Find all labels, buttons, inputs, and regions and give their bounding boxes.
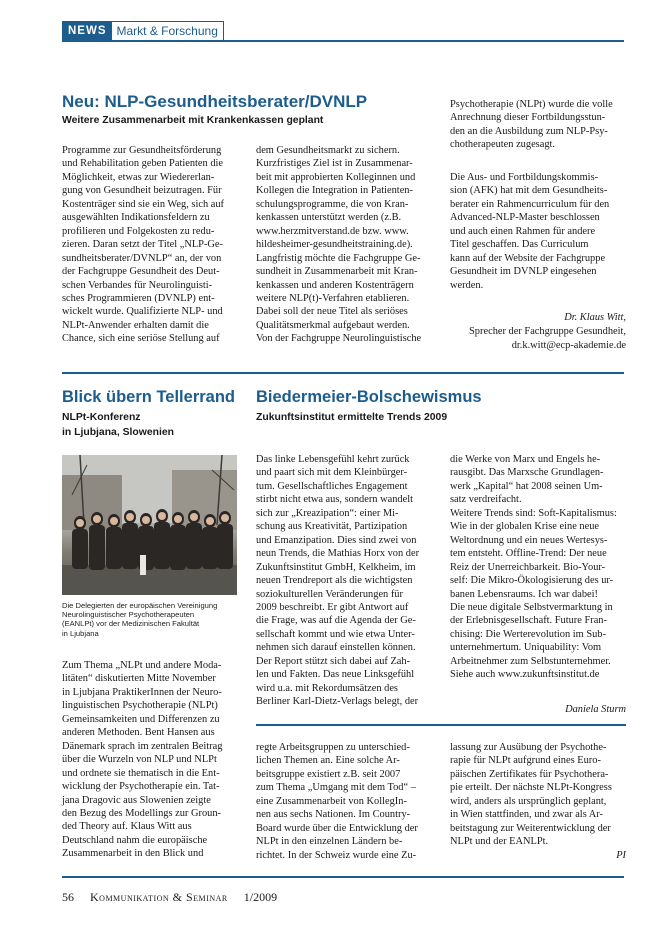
article3-signature: Daniela Sturm	[565, 704, 626, 715]
article3-col2: die Werke von Marx und Engels he- rausgibt. Das Marxsche Grundlagen- werk „Kapital“ hat 2008 seinen Um- satz verdreifacht. Weitere Trends sind: Soft-Kapitalismus: Wie in der globalen Krise eine neue Weltordnung und ein neues Wertesys- tem entsteht. Offline-Trend: Der neue Reiz der Unerreichbarkeit. Bio-Your- self: Die Mikro-Ökologisierung des ur- banen Lebensraums. Ich war dabei! Die neue digitale Selbstvermarktung in der Erlebnisgesellschaft. Future Fran- chising: Die Werterevolution im Sub- unternehmertum. Uniquability: Vom Arbeitnehmer zum Selbstunternehmer. Siehe auch www.zukunftsinstitut.de	[450, 454, 617, 681]
section-name: Markt & Forschung	[116, 24, 218, 38]
signature-email: dr.k.witt@ecp-akademie.de	[511, 340, 626, 351]
article1-col1: Programme zur Gesundheitsförderung und Rehabilitation geben Patienten die Möglichkeit, etwas zur Wiedererlan- gung von Gesundheit beizutragen. Für Kostenträger sind sie ein Weg, sich auf ausgewählten Indikationsfeldern zu profilieren und Folgekosten zu redu- zieren. Daran setzt der Titel „NLP-Ge- sundheitsberater/DVNLP“ an, der von der Fachgruppe Gesundheit des Deut- schen Verbandes für Neurolinguisti- sches Programmieren (DVNLP) ent- wickelt wurde. Qualifizierte NLP- und NLPt-Anwender erhalten damit die Chance, sich eine seriöse Stellung auf	[62, 145, 225, 345]
article2-col2: regte Arbeitsgruppen zu unterschied- lichen Themen an. Eine solche Ar- beitsgruppe existiert z.B. seit 2007 zum Thema „Umgang mit dem Tod“ – eine Zusammenarbeit von KollegIn- nen aus sechs Nationen. Im Country- Board wurde über die Entwicklung der NLPt in den einzelnen Ländern be- richtet. In der Schweiz wurde eine Zu-	[256, 742, 418, 861]
article1-col3b: Die Aus- und Fortbildungskommis- sion (AFK) hat mit dem Gesundheits- berater ein Rahmencurriculum für den Advanced-NLP-Master beschlossen und auch einen Rahmen für andere Titel geschaffen. Das Curriculum kann auf der Website der Fachgruppe Gesundheit im DVNLP eingesehen werden.	[450, 172, 610, 291]
signature-role: Sprecher der Fachgruppe Gesundheit,	[469, 326, 626, 337]
article2-title: Blick übern Tellerrand	[62, 388, 235, 406]
article2-subtitle-line1: NLPt-Konferenz	[62, 412, 141, 423]
group-photo-illustration	[62, 455, 237, 595]
signature-name: Dr. Klaus Witt,	[564, 312, 626, 323]
article1-title: Neu: NLP-Gesundheitsberater/DVNLP	[62, 92, 368, 111]
article2-subtitle	[62, 411, 174, 440]
footer-rule	[62, 876, 624, 878]
article2-col3: lassung zur Ausübung der Psychothe- rapie für NLPt aufgrund eines Euro- päischen Zertifikates für Psychothera- pie erteilt. Der nächste NLPt-Kongress wird, anders als ursprünglich geplant, in Wien stattfinden, und zwar als Ar- beitstagung zur Weiterentwicklung der NLPt und der EANLPt.	[450, 742, 612, 848]
photo-caption: Die Delegierten der europäischen Vereinigung Neurolinguistischer Psychotherapeuten (EANLPt) vor der Medizinischen Fakultät in Ljubjana	[62, 601, 218, 638]
article3-title: Biedermeier-Bolschewismus	[256, 388, 482, 406]
article3-col1: Das linke Lebensgefühl kehrt zurück und paart sich mit dem Kleinbürger- tum. Gesellschaftliches Engagement stirbt nicht etwa aus, sondern wandelt sich zur „Kreazipation“: einer Mi- schung aus Kreativität, Partizipation und Emanzipation. Dies sind zwei von neun Trends, die Mathias Horx von der Zukunftsinstitut GmbH, Kelkheim, im neuen Trendreport als die wichtigsten soziokulturellen Veränderungen für 2009 beschreibt. Er gibt Antwort auf die Frage, was auf die Agenda der Ge- sellschaft kommt und wie etwa Unter- nehmen sich darauf einstellen können. Der Report stützt sich dabei auf Zah- len und Fakten. Das neue Linksgefühl wird u.a. mit Rekordumsätzen des Berliner Karl-Dietz-Verlags belegt, der	[256, 454, 420, 708]
news-tag: NEWS	[63, 22, 112, 40]
issue-number: 1/2009	[243, 890, 278, 904]
section-divider	[62, 372, 624, 374]
article2-subtitle-line2: in Ljubjana, Slowenien	[62, 426, 174, 438]
section-header	[62, 21, 224, 41]
article3-divider	[256, 724, 626, 726]
article1-subtitle: Weitere Zusammenarbeit mit Krankenkassen geplant	[62, 115, 324, 126]
article1-col2: dem Gesundheitsmarkt zu sichern. Kurzfristiges Ziel ist in Zusammenar- beit mit approbierten Kolleginnen und Kollegen die Integration in Patienten- schulungsprogramme, die von Kran- kenkassen unterstützt werden (z.B. www.herzmitverstand.de bzw. www. hildesheimer-gesundheitstraining.de). Langfristig möchte die Fachgruppe Ge- sundheit in Zusammenarbeit mit Kran- kenkassen und anderen Kostenträgern weitere NLP(t)-Verfahren etablieren. Dabei soll der neue Titel als seriöses Qualitätsmerkmal aufgebaut werden. Von der Fachgruppe Neurolinguistische	[256, 145, 422, 345]
header-rule	[62, 40, 624, 42]
article1-signature	[430, 311, 626, 353]
article1-col3a: Psychotherapie (NLPt) wurde die volle Anrechnung dieser Fortbildungsstun- den an die Ausbildung zum NLP-Psy- chotherapeuten zugesagt.	[450, 99, 613, 151]
page-number: 56	[62, 890, 74, 904]
article3-subtitle: Zukunftsinstitut ermittelte Trends 2009	[256, 412, 448, 423]
footer	[62, 890, 277, 905]
article2-col1: Zum Thema „NLPt und andere Moda- litäten“ diskutierten Mitte November in Ljubjana PraktikerInnen der Neuro- linguistischen Psychotherapie (NLPt) Gemeinsamkeiten und Differenzen zu anderen Methoden. Bent Hansen aus Dänemark sprach im zentralen Beitrag über die Wurzeln von NLP und NLPt und ordnete sie thematisch in die Ent- wicklung der Psychotherapie ein. Tat- jana Dragovic aus Slowenien zeigte den Bezug des Modellings zur Groun- ded Theory auf. Klaus Witt aus Deutschland nahm die europäische Zusammenarbeit in den Blick und	[62, 660, 223, 860]
article2-signature: PI	[616, 850, 626, 861]
magazine-name: Kommunikation & Seminar	[90, 890, 228, 904]
group-photo	[62, 455, 237, 595]
